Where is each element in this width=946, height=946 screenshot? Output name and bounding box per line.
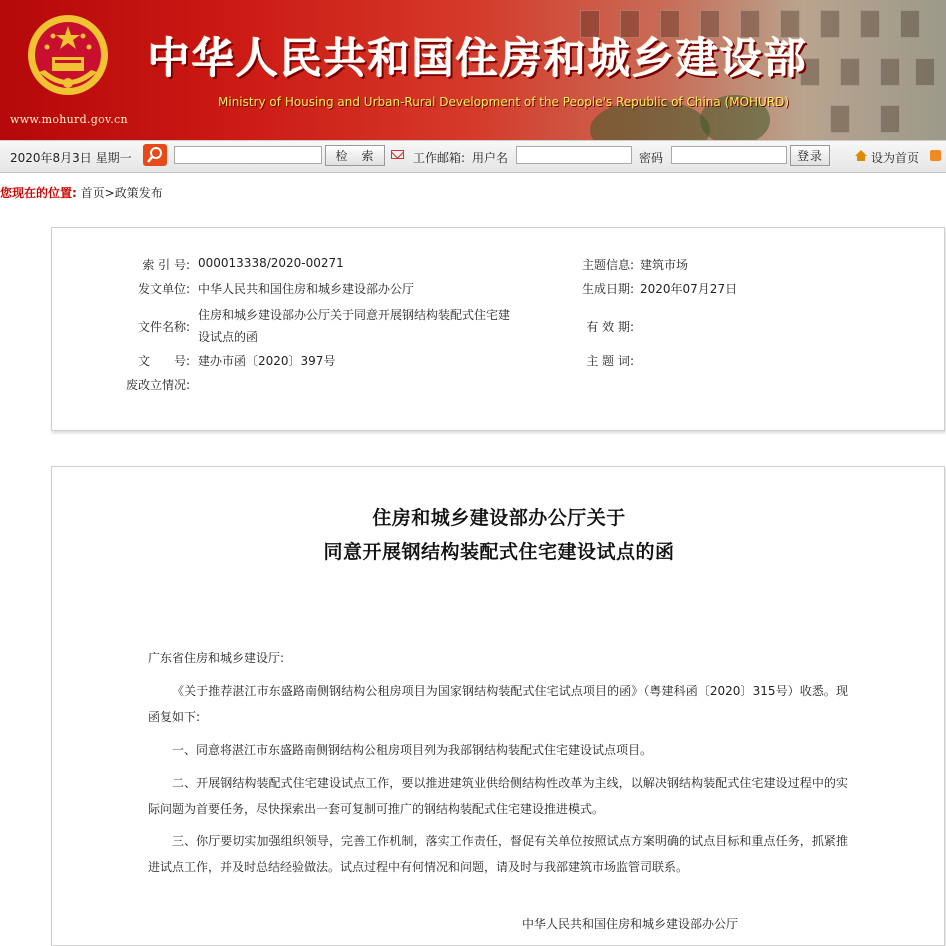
site-subtitle: Ministry of Housing and Urban-Rural Development of the People's Republic of China (MOHURD) (218, 95, 790, 109)
mail-icon (391, 150, 404, 159)
toolbar (0, 140, 946, 173)
topic-label: 主题信息: (581, 258, 634, 272)
article-paragraph-2: 一、同意将湛江市东盛路南侧钢结构公租房项目列为我部钢结构装配式住宅建设试点项目。 (172, 743, 653, 757)
site-url: www.mohurd.gov.cn (10, 113, 128, 126)
article-paragraph-4: 三、你厅要切实加强组织领导，完善工作机制，落实工作责任，督促有关单位按照试点方案明确的试点目标和重点任务，抓紧推进试点工作，并及时总结经验做法。试点过程中有何情况和问题，请及时与我部建筑市场监管司联系。 (148, 834, 848, 874)
article-paragraph-3: 二、开展钢结构装配式住宅建设试点工作，要以推进建筑业供给侧结构性改革为主线，以解决钢结构装配式住宅建设过程中的实际问题为首要任务，尽快探索出一套可复制可推广的钢结构装配式住宅建设推进模式。 (148, 776, 848, 816)
username-input[interactable] (516, 146, 632, 164)
index-value: 000013338/2020-00271 (198, 256, 344, 270)
issuer-label: 发文单位: (137, 282, 190, 296)
docno-label: 文 号: (137, 354, 190, 368)
breadcrumb-home-link[interactable]: 首页 (80, 186, 105, 200)
validity-label: 有 效 期: (586, 320, 634, 334)
docname-value: 住房和城乡建设部办公厅关于同意开展钢结构装配式住宅建设试点的函 (198, 308, 511, 344)
index-label: 索 引 号: (142, 258, 190, 272)
breadcrumb-separator: > (104, 186, 115, 200)
breadcrumb-current-link[interactable]: 政策发布 (114, 186, 163, 200)
article-paragraph-1: 《关于推荐湛江市东盛路南侧钢结构公租房项目为国家钢结构装配式住宅试点项目的函》（粤建科函〔2020〕315号）收悉。现函复如下: (148, 684, 848, 724)
breadcrumb (0, 184, 163, 201)
docno-value: 建办市函〔2020〕397号 (198, 354, 336, 368)
rss-icon[interactable] (930, 150, 941, 161)
search-input[interactable] (174, 146, 322, 164)
article-signature: 中华人民共和国住房和城乡建设部办公厅 (522, 917, 739, 931)
status-label: 废改立情况: (125, 378, 190, 392)
login-button[interactable]: 登录 (790, 145, 830, 166)
created-label: 生成日期: (581, 282, 634, 296)
national-emblem-icon (25, 12, 111, 98)
search-icon[interactable] (143, 144, 167, 166)
site-banner (0, 0, 946, 140)
article-panel (51, 466, 945, 946)
username-label: 用户名 (472, 151, 509, 165)
password-label: 密码 (639, 151, 664, 165)
docname-label: 文件名称: (137, 320, 190, 334)
home-icon[interactable] (855, 150, 867, 156)
document-info-panel (51, 227, 945, 431)
created-value: 2020年07月27日 (640, 282, 738, 296)
article-title-line1: 住房和城乡建设部办公厅关于 (372, 507, 626, 529)
keywords-label: 主 题 词: (586, 354, 634, 368)
issuer-value: 中华人民共和国住房和城乡建设部办公厅 (198, 282, 415, 296)
search-button[interactable]: 检 索 (325, 145, 385, 166)
article-title-line2: 同意开展钢结构装配式住宅建设试点的函 (323, 541, 675, 563)
mail-label: 工作邮箱: (413, 151, 466, 165)
set-homepage-link[interactable]: 设为首页 (871, 151, 920, 165)
breadcrumb-prefix: 您现在的位置: (0, 186, 77, 200)
topic-value: 建筑市场 (640, 258, 689, 272)
current-date: 2020年8月3日 星期一 (10, 151, 132, 165)
password-input[interactable] (671, 146, 787, 164)
article-salutation: 广东省住房和城乡建设厅: (148, 651, 285, 665)
site-title: 中华人民共和国住房和城乡建设部 (148, 34, 809, 83)
